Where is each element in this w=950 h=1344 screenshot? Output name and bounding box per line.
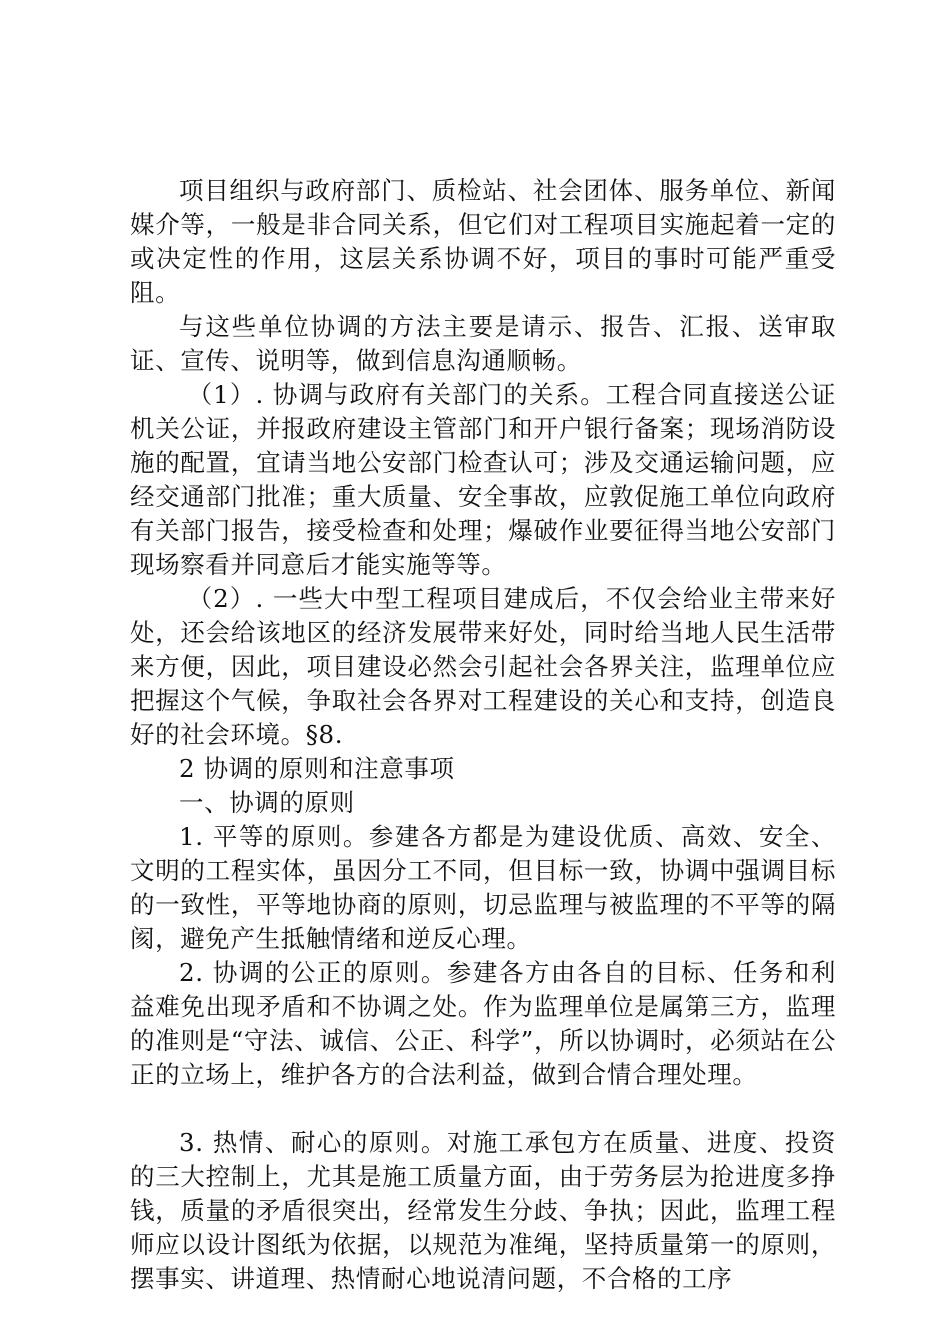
blank-line — [130, 1092, 836, 1126]
document-body — [130, 174, 836, 1296]
paragraph-item-1: （1）. 协调与政府有关部门的关系。工程合同直接送公证机关公证，并报政府建设主管部门和开户银行备案；现场消防设施的配置，宜请当地公安部门检查认可；涉及交通运输问题，应经交通部门批准；重大质量、安全事故，应敦促施工单位向政府有关部门报告，接受检查和处理；爆破作业要征得当地公安部门现场察看并同意后才能实施等等。 — [130, 380, 836, 579]
paragraph-intro: 项目组织与政府部门、质检站、社会团体、服务单位、新闻媒介等，一般是非合同关系，但它们对工程项目实施起着一定的或决定性的作用，这层关系协调不好，项目的事时可能严重受阻。 — [130, 176, 836, 307]
paragraph-item-2: （2）. 一些大中型工程项目建成后，不仅会给业主带来好处，还会给该地区的经济发展带来好处，同时给当地人民生活带来方便，因此，项目建设必然会引起社会各界关注，监理单位应把握这个气候，争取社会各界对工程建设的关心和支持，创造良好的社会环境。§8. — [130, 584, 836, 749]
principle-3: 3. 热情、耐心的原则。对施工承包方在质量、进度、投资的三大控制上，尤其是施工质量方面，由于劳务层为抢进度多挣钱，质量的矛盾很突出，经常发生分歧、争执；因此，监理工程师应以设计图纸为依据，以规范为准绳，坚持质量第一的原则，摆事实、讲道理、热情耐心地说清问题，不合格的工序 — [130, 1128, 836, 1293]
subsection-heading: 一、协调的原则 — [179, 788, 355, 817]
section-heading: 2 协调的原则和注意事项 — [179, 754, 455, 783]
paragraph-methods: 与这些单位协调的方法主要是请示、报告、汇报、送审取证、宣传、说明等，做到信息沟通顺畅。 — [130, 312, 836, 375]
principle-2: 2. 协调的公正的原则。参建各方由各自的目标、任务和利益难免出现矛盾和不协调之处。作为监理单位是属第三方，监理的准则是“守法、诚信、公正、科学”，所以协调时，必须站在公正的立场上，维护各方的合法利益，做到合情合理处理。 — [130, 958, 836, 1089]
principle-1: 1. 平等的原则。参建各方都是为建设优质、高效、安全、文明的工程实体，虽因分工不同，但目标一致，协调中强调目标的一致性，平等地协商的原则，切忌监理与被监理的不平等的隔阂，避免产生抵触情绪和逆反心理。 — [130, 822, 836, 953]
